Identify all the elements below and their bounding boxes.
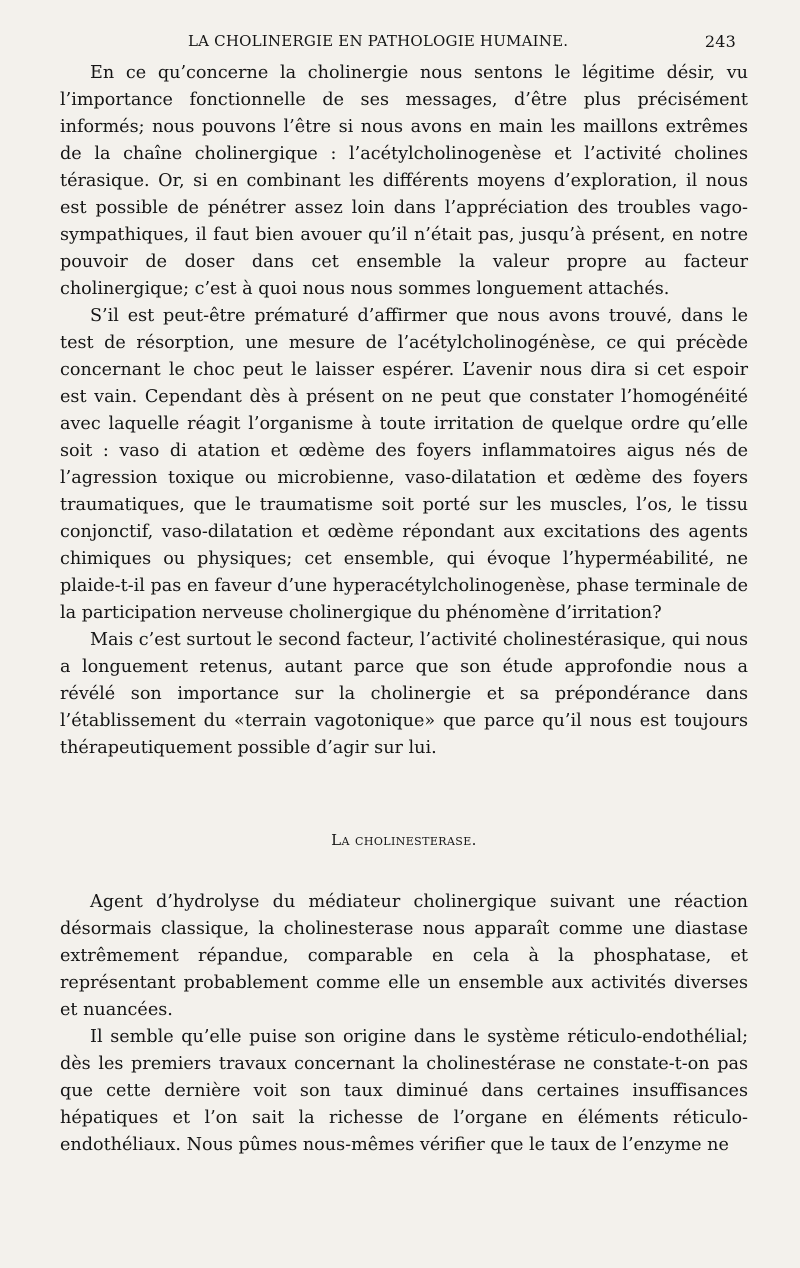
section-title [60,831,748,849]
paragraph-3: Mais c’est surtout le second facteur, l’activité cholinestérasique, qui nous a longuement retenus, autant parce que son étude approfondie nous a révélé son importance sur la cholinergie et sa prépondérance dans l’établissement du «terrain vagotonique» que parce qu’il nous est toujours thérapeutiquement possible d’agir sur lui. [60,630,748,758]
section-paragraph-1: Agent d’hydrolyse du médiateur cholinergique suivant une réaction désormais classique, la cholinesterase nous apparaît comme une diastase extrêmement répandue, comparable en cela à la phosphatase, et représentant probablement comme elle un ensemble aux activités diverses et nuancées. [60,892,748,1020]
running-title: LA CHOLINERGIE EN PATHOLOGIE HUMAINE. [188,32,569,50]
page-number: 243 [704,32,736,51]
main-text [60,60,748,762]
section-heading: La cholinesterase. [331,831,477,849]
paragraph-1: En ce qu’concerne la cholinergie nous sentons le légitime désir, vu l’importance fonctionnelle de ses messages, d’être plus précisément informés; nous pouvons l’être si nous avons en main les maillons extrêmes de la chaîne cholinergique : l’acétylcholinogenèse et l’activité cholines térasique. Or, si en combinant les différents moyens d’exploration, il nous est possible de pénétrer assez loin dans l’appréciation des troubles vago-sympathiques, il faut bien avouer qu’il n’était pas, jusqu’à présent, en notre pouvoir de doser dans cet ensemble la valeur propre au facteur cholinergique; c’est à quoi nous nous sommes longuement attachés. [60,63,748,299]
paragraph-2: S’il est peut-être prématuré d’affirmer que nous avons trouvé, dans le test de résorption, une mesure de l’acétylcholinogénèse, ce qui précède concernant le choc peut le laisser espérer. L’avenir nous dira si cet espoir est vain. Cependant dès à présent on ne peut que constater l’homogénéité avec laquelle réagit l’organisme à toute irritation de quelque ordre qu’elle soit : vaso di atation et œdème des foyers inflammatoires aigus nés de l’agression toxique ou microbienne, vaso-dilatation et œdème des foyers traumatiques, que le traumatisme soit porté sur les muscles, l’os, le tissu conjonctif, vaso-dilatation et œdème répondant aux excitations des agents chimiques ou physiques; cet ensemble, qui évoque l’hyperméabilité, ne plaide-t-il pas en faveur d’une hyperacétylcholinogenèse, phase terminale de la participation nerveuse cholinergique du phénomène d’irritation? [60,306,748,623]
running-head [60,26,748,60]
section-text [60,889,748,1159]
section-paragraph-2: Il semble qu’elle puise son origine dans le système réticulo-endothélial; dès les premiers travaux concernant la cholinestérase ne constate-t-on pas que cette dernière voit son taux diminué dans certaines insuffisances hépatiques et l’on sait la richesse de l’organe en éléments réticulo-endothéliaux. Nous pûmes nous-mêmes vérifier que le taux de l’enzyme ne [60,1027,748,1155]
